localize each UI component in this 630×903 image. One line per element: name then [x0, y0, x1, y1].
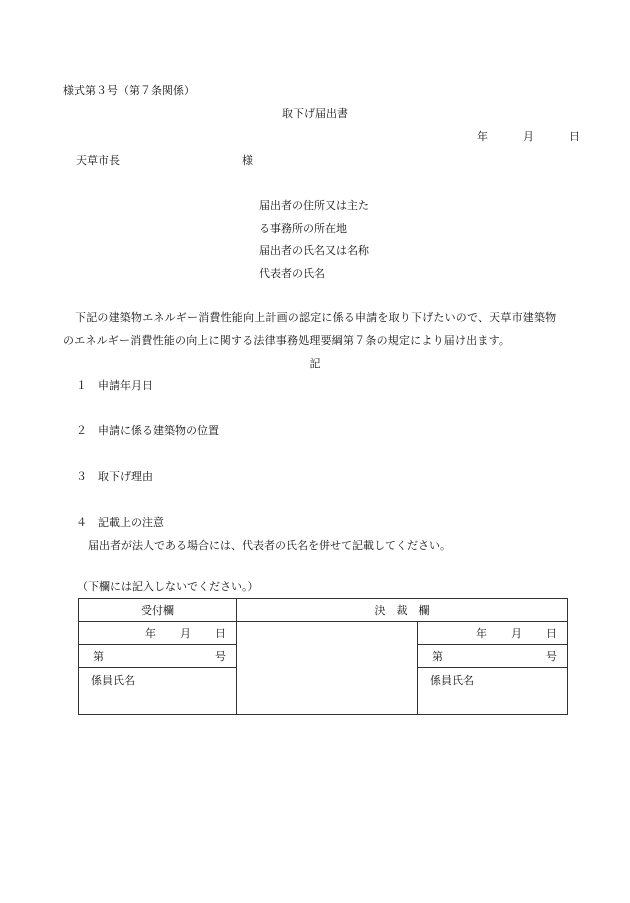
item-number: ３ — [76, 470, 87, 483]
decision-blank-cell — [237, 622, 418, 715]
date-day: 日 — [569, 130, 580, 143]
item-label: 申請年月日 — [98, 379, 153, 392]
receipt-header: 受付欄 — [79, 599, 237, 622]
body-text: 下記の建築物エネルギー消費性能向上計画の認定に係る申請を取り下げたいので、天草市建築物のエネルギー消費性能の向上に関する法律事務処理要綱第７条の規定により届け出ます。 — [63, 311, 557, 347]
decision-date-cell: 年 月 日 — [418, 622, 568, 645]
honorific: 様 — [242, 154, 253, 167]
item-number: ４ — [76, 516, 87, 529]
item-label: 取下げ理由 — [98, 470, 153, 483]
item-label: 申請に係る建築物の位置 — [98, 424, 219, 437]
note-text: 届出者が法人である場合には、代表者の氏名を併せて記載してください。 — [88, 539, 451, 552]
table-note: （下欄には記入しないでください。） — [77, 580, 259, 593]
item-notes — [76, 514, 164, 530]
applicant-address-label-1: 届出者の住所又は主た — [259, 199, 369, 212]
item-label: 記載上の注意 — [98, 516, 164, 529]
document-title: 取下げ届出書 — [282, 107, 348, 120]
decision-number-cell: 第 号 — [418, 645, 568, 668]
item-application-date — [76, 377, 153, 393]
date-year: 年 — [477, 130, 488, 143]
item-withdrawal-reason — [76, 468, 153, 484]
ki-heading: 記 — [309, 357, 321, 370]
form-number: 様式第３号（第７条関係） — [63, 84, 195, 97]
receipt-date-cell: 年 月 日 — [79, 622, 237, 645]
addressee: 天草市長 — [76, 154, 120, 167]
receipt-number-cell: 第 号 — [79, 645, 237, 668]
office-use-table — [78, 598, 568, 715]
date-line — [477, 128, 580, 144]
item-building-location — [76, 422, 219, 438]
decision-header: 決 裁 欄 — [237, 599, 568, 622]
item-number: １ — [76, 379, 87, 392]
applicant-address-label-2: る事務所の所在地 — [259, 222, 347, 235]
representative-name-label: 代表者の氏名 — [259, 267, 325, 280]
date-month: 月 — [523, 130, 534, 143]
decision-staff-cell: 係員氏名 — [418, 668, 568, 715]
applicant-name-label: 届出者の氏名又は名称 — [259, 244, 369, 257]
receipt-staff-cell: 係員氏名 — [79, 668, 237, 715]
item-number: ２ — [76, 424, 87, 437]
